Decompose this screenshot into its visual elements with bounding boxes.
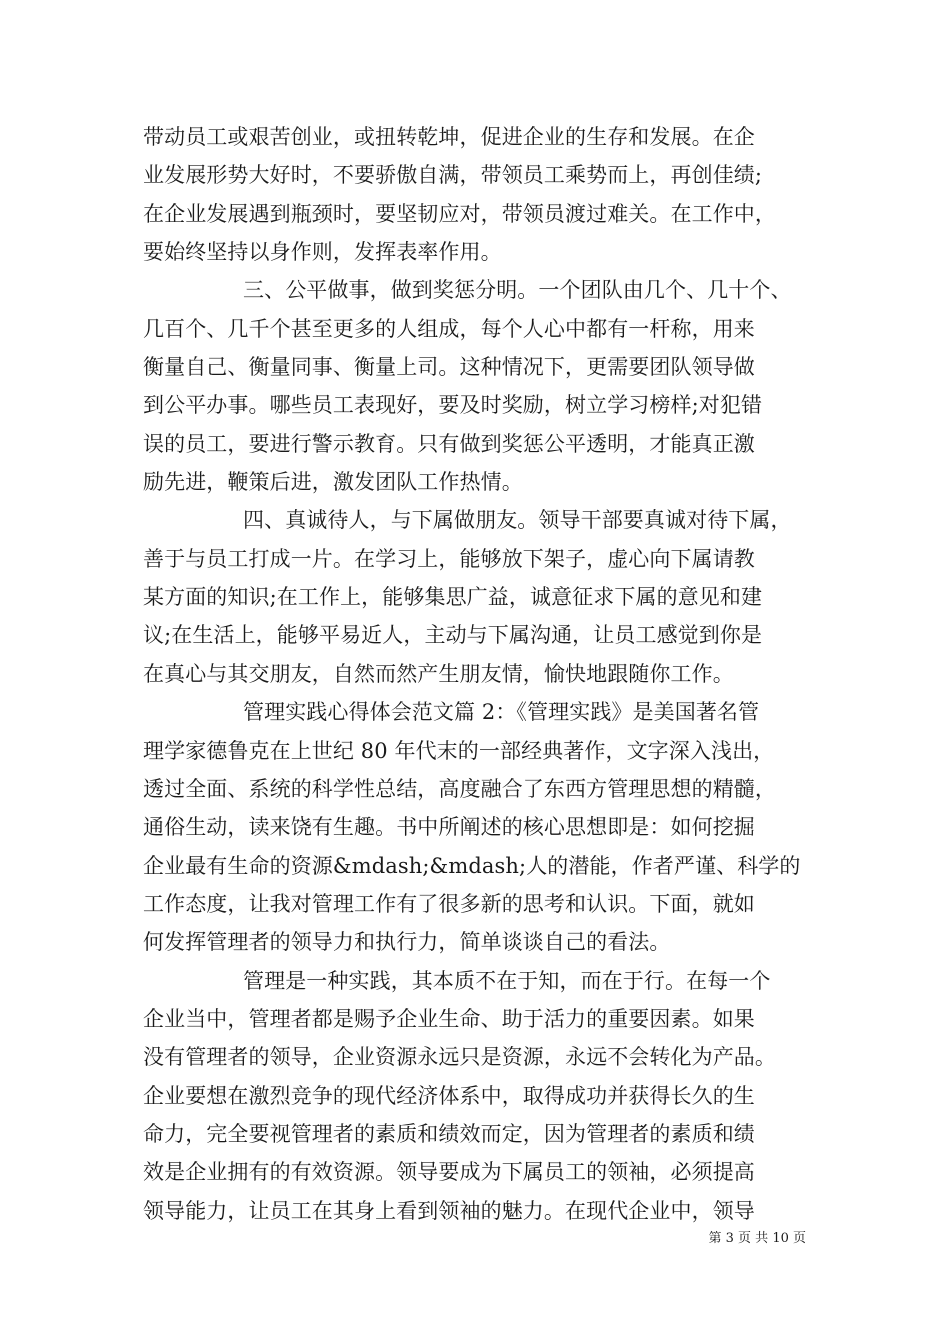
- text-line: 善于与员工打成一片。在学习上，能够放下架子，虚心向下属请教: [143, 546, 755, 571]
- text-line: 到公平办事。哪些员工表现好，要及时奖励，树立学习榜样;对犯错: [143, 393, 763, 418]
- text-line: 通俗生动，读来饶有生趣。书中所阐述的核心思想即是：如何挖掘: [143, 815, 755, 840]
- text-line: 企业最有生命的资源&mdash;&mdash;人的潜能，作者严谨、科学的: [143, 853, 801, 878]
- text-line: 某方面的知识;在工作上，能够集思广益，诚意征求下属的意见和建: [143, 585, 763, 610]
- text-line: 要始终坚持以身作则，发挥表率作用。: [143, 240, 502, 265]
- text-line: 励先进，鞭策后进，激发团队工作热情。: [143, 470, 523, 495]
- paragraph-start-line: 三、公平做事，做到奖惩分明。一个团队由几个、几十个、: [243, 278, 792, 303]
- page-number: 第 3 页 共 10 页: [708, 1231, 806, 1246]
- text-line: 带动员工或艰苦创业，或扭转乾坤，促进企业的生存和发展。在企: [143, 125, 755, 149]
- document-body: [143, 118, 808, 1230]
- text-line: 效是企业拥有的有效资源。领导要成为下属员工的领袖，必须提高: [143, 1160, 755, 1185]
- paragraph-start-line: 管理实践心得体会范文篇 2：《管理实践》是美国著名管: [243, 700, 760, 725]
- text-line: 误的员工，要进行警示教育。只有做到奖惩公平透明，才能真正激: [143, 431, 755, 456]
- paragraph-start-line: 四、真诚待人，与下属做朋友。领导干部要真诚对待下属，: [243, 508, 792, 533]
- text-line: 理学家德鲁克在上世纪 80 年代末的一部经典著作，文字深入浅出，: [143, 738, 775, 763]
- text-line: 工作态度，让我对管理工作有了很多新的思考和认识。下面，就如: [143, 891, 755, 916]
- text-line: 衡量自己、衡量同事、衡量上司。这种情况下，更需要团队领导做: [143, 355, 755, 380]
- text-line: 命力，完全要视管理者的素质和绩效而定，因为管理者的素质和绩: [143, 1121, 755, 1146]
- text-line: 在真心与其交朋友，自然而然产生朋友情，愉快地跟随你工作。: [143, 661, 734, 686]
- text-line: 在企业发展遇到瓶颈时，要坚韧应对，带领员渡过难关。在工作中，: [143, 201, 776, 226]
- text-line: 没有管理者的领导，企业资源永远只是资源，永远不会转化为产品。: [143, 1045, 776, 1070]
- text-line: 企业当中，管理者都是赐予企业生命、助于活力的重要因素。如果: [143, 1006, 755, 1031]
- text-line: 何发挥管理者的领导力和执行力，简单谈谈自己的看法。: [143, 930, 671, 955]
- paragraph-start-line: 管理是一种实践，其本质不在于知，而在于行。在每一个: [243, 968, 771, 993]
- text-line: 企业要想在激烈竞争的现代经济体系中，取得成功并获得长久的生: [143, 1083, 755, 1108]
- text-line: 几百个、几千个甚至更多的人组成，每个人心中都有一杆称，用来: [143, 316, 755, 341]
- text-line: 领导能力，让员工在其身上看到领袖的魅力。在现代企业中，领导: [143, 1198, 755, 1223]
- text-line: 业发展形势大好时，不要骄傲自满，带领员工乘势而上，再创佳绩;: [143, 163, 763, 188]
- text-line: 议;在生活上，能够平易近人，主动与下属沟通，让员工感觉到你是: [143, 623, 763, 648]
- text-line: 透过全面、系统的科学性总结，高度融合了东西方管理思想的精髓，: [143, 776, 776, 801]
